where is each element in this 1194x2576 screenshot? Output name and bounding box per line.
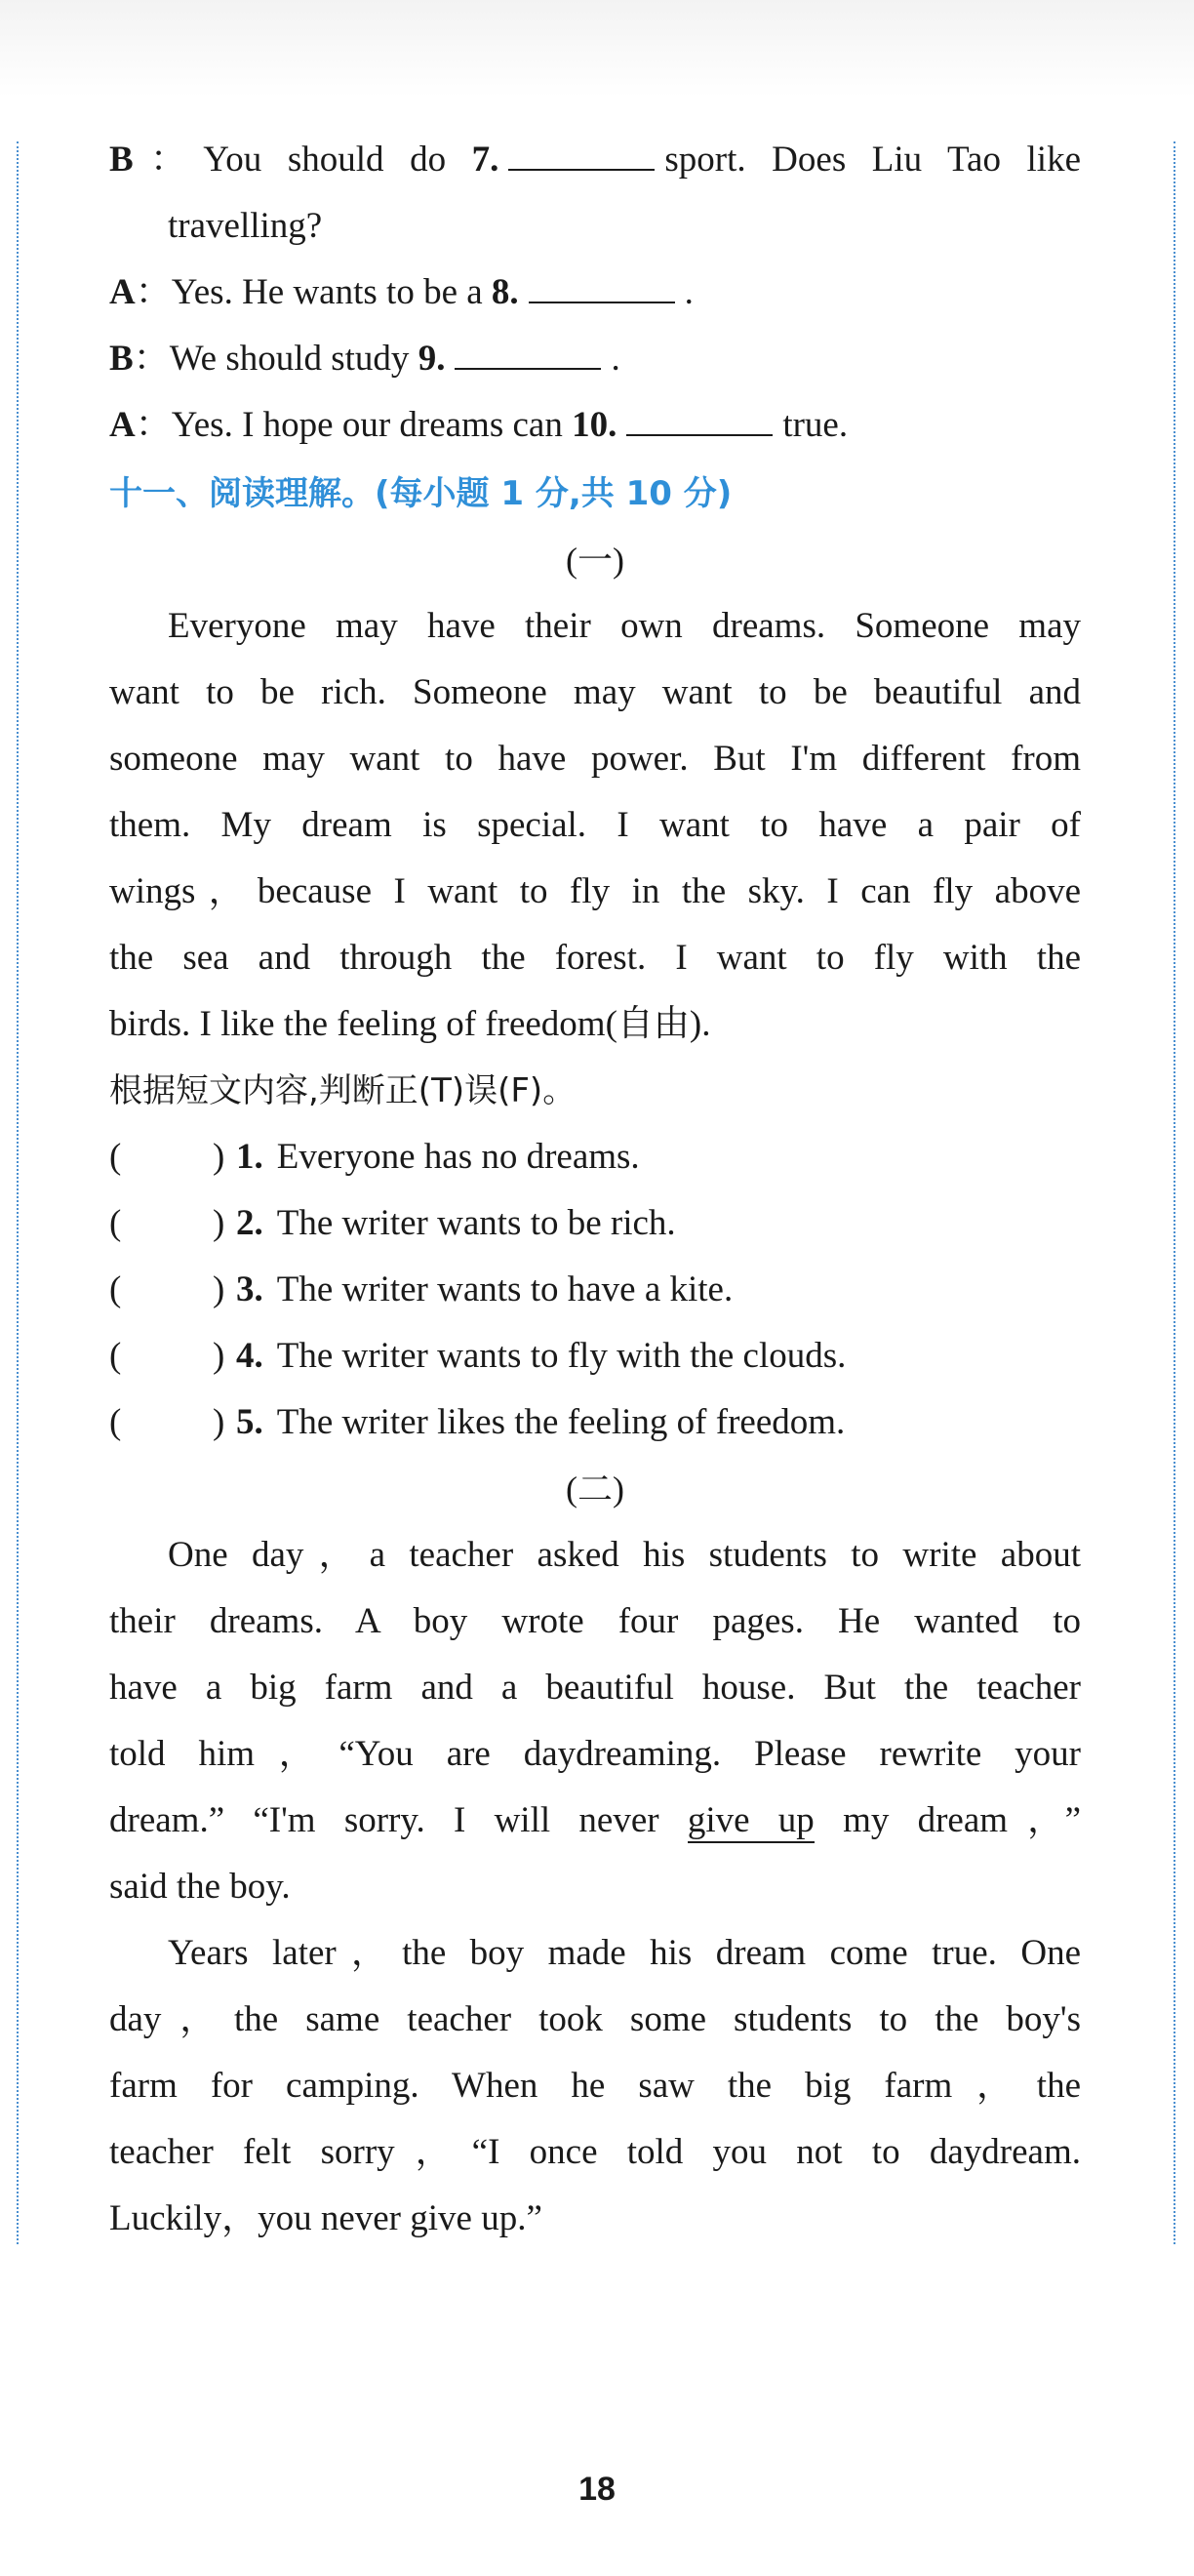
speaker-label: B [109,339,134,379]
blank-number: 9. [418,339,446,379]
dialogue-line-2 [109,260,1081,326]
passage-2-line: said the boy. [109,1867,291,1907]
passage-1-line: Everyone may have their own dreams. Someone may [168,606,1081,646]
speaker-separator: ： [133,339,170,379]
question-text: The writer wants to fly with the clouds. [276,1336,847,1376]
question-text: The writer wants to have a kite. [276,1269,734,1309]
dialogue-text: sport. Does Liu Tao like [664,140,1081,180]
dialogue-line-4 [109,392,1081,459]
answer-parentheses[interactable]: ( ) [109,1203,225,1243]
dialogue-text: true. [782,405,849,445]
answer-parentheses[interactable]: ( ) [109,1269,225,1309]
question-number: 4. [236,1336,263,1376]
dialogue-text: You should do [203,140,447,180]
passage-2-line: Years later，the boy made his dream come true. One [168,1933,1081,1973]
dialogue-text: Yes. I hope our dreams can [171,405,563,445]
passage-2-line: One day，a teacher asked his students to write about [168,1535,1081,1575]
page-number: 18 [578,2471,616,2508]
passage-2-line: have a big farm and a beautiful house. But the teacher [109,1668,1081,1708]
tf-question-4 [109,1323,1081,1389]
left-margin-dotted-line [17,141,19,2244]
blank-number: 7. [471,140,499,180]
question-text: Everyone has no dreams. [276,1137,640,1177]
passage-1-line: wings，because I want to fly in the sky. I can fly above [109,871,1081,911]
answer-parentheses[interactable]: ( ) [109,1336,225,1376]
answer-blank-8[interactable] [529,272,675,303]
passage-1-line: them. My dream is special. I want to have a pair of [109,805,1081,845]
passage-1-instruction: 根据短文内容,判断正(T)误(F)。 [109,1071,577,1110]
question-number: 2. [236,1203,263,1243]
passage-1-heading: (一) [566,541,624,580]
answer-blank-10[interactable] [626,405,773,436]
passage-2-line: their dreams. A boy wrote four pages. He wanted to [109,1601,1081,1641]
answer-blank-7[interactable] [508,140,655,171]
tf-question-2 [109,1190,1081,1257]
blank-number: 8. [491,272,519,312]
passage-1-line: want to be rich. Someone may want to be beautiful and [109,672,1081,712]
dialogue-text: travelling? [168,206,323,246]
passage-2-line: told him，“You are daydreaming. Please rewrite your [109,1734,1081,1774]
answer-blank-9[interactable] [455,339,601,370]
passage-2-line: farm for camping. When he saw the big farm，the [109,2066,1081,2106]
speaker-label: B [109,140,134,180]
tf-question-3 [109,1257,1081,1323]
dialogue-text: We should study [169,339,410,379]
dialogue-line-1-continued [168,193,1139,260]
dialogue-text: . [611,339,620,379]
speaker-label: A [109,272,136,312]
passage-2-line: teacher felt sorry，“I once told you not to daydream. [109,2132,1081,2172]
speaker-separator: ： [135,405,172,445]
tf-question-1 [109,1124,1081,1190]
passage-2-heading: (二) [566,1469,624,1509]
question-number: 3. [236,1269,263,1309]
dialogue-text: . [684,272,694,312]
question-number: 5. [236,1402,263,1442]
right-margin-dotted-line [1174,141,1175,2244]
underlined-phrase: give up [688,1800,815,1843]
dialogue-line-3 [109,326,1081,392]
dialogue-text: Yes. He wants to be a [171,272,483,312]
top-shade [0,0,1194,98]
question-text: The writer wants to be rich. [276,1203,676,1243]
answer-parentheses[interactable]: ( ) [109,1402,225,1442]
speaker-label: A [109,405,136,445]
passage-1-line: someone may want to have power. But I'm different from [109,739,1081,779]
passage-1-line: birds. I like the feeling of freedom(自由). [109,1004,711,1044]
dialogue-line-1 [109,127,1081,193]
question-text: The writer likes the feeling of freedom. [276,1402,846,1442]
answer-parentheses[interactable]: ( ) [109,1137,225,1177]
passage-2-line: dream.” “I'm sorry. I will never give up my dream，” [109,1788,1081,1854]
section-title: 十一、阅读理解。(每小题 1 分,共 10 分) [109,474,733,513]
speaker-separator: ： [133,140,204,180]
tf-question-5 [109,1389,1081,1456]
passage-2-line: day，the same teacher took some students to the boy's [109,1999,1081,2039]
question-number: 1. [236,1137,263,1177]
passage-2-line: Luckily，you never give up.” [109,2198,542,2238]
blank-number: 10. [572,405,617,445]
speaker-separator: ： [135,272,172,312]
passage-1-line: the sea and through the forest. I want to fly with the [109,938,1081,978]
